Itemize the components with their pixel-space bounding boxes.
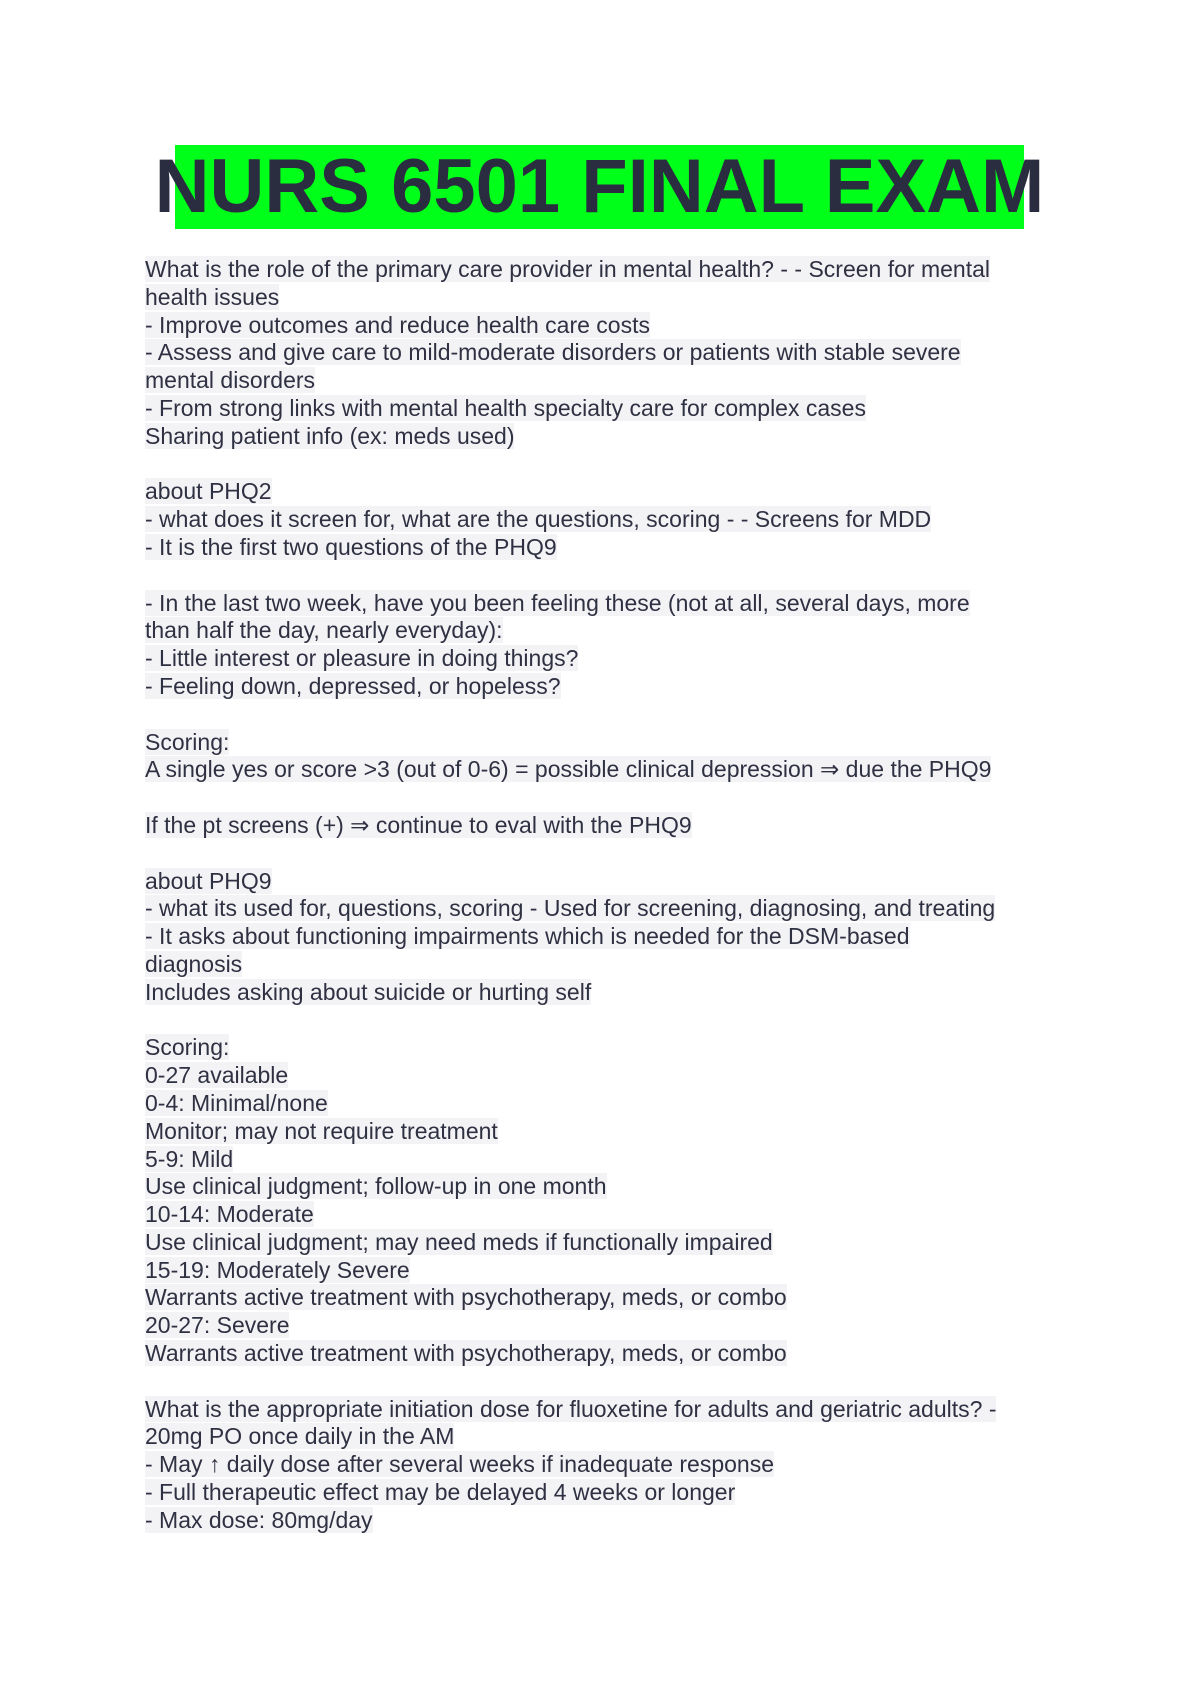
text-line-content: - what does it screen for, what are the questions, scoring - - Screens for MDD <box>145 506 932 533</box>
text-line-content: Sharing patient info (ex: meds used) <box>145 422 515 449</box>
text-line-content: 20-27: Severe <box>145 1312 290 1339</box>
text-line <box>145 1229 1045 1257</box>
text-line <box>145 729 1045 757</box>
blank-line <box>145 451 1045 479</box>
text-line <box>145 1090 1045 1118</box>
text-line-content: about PHQ9 <box>145 867 272 894</box>
text-line-content: - May ↑ daily dose after several weeks if inadequate response <box>145 1451 774 1478</box>
text-line-content: 20mg PO once daily in the AM <box>145 1423 455 1450</box>
text-line-content: 0-27 available <box>145 1062 289 1089</box>
blank-line <box>145 784 1045 812</box>
text-line <box>145 645 1045 673</box>
text-line-content: than half the day, nearly everyday): <box>145 617 503 644</box>
text-line <box>145 284 1045 312</box>
text-line-content: What is the role of the primary care provider in mental health? - - Screen for mental <box>145 256 990 282</box>
text-line-content: 15-19: Moderately Severe <box>145 1256 410 1283</box>
text-line-content: - Max dose: 80mg/day <box>145 1506 373 1533</box>
text-line <box>145 1423 1045 1451</box>
blank-line <box>145 840 1045 868</box>
text-line-content: mental disorders <box>145 367 316 394</box>
text-line <box>145 895 1045 923</box>
text-line <box>145 979 1045 1007</box>
text-line-content: - It is the first two questions of the PHQ9 <box>145 533 557 560</box>
text-line-content: Warrants active treatment with psychotherapy, meds, or combo <box>145 1284 787 1311</box>
text-line-content: If the pt screens (+) ⇒ continue to eval with the PHQ9 <box>145 811 692 838</box>
text-line <box>145 478 1045 506</box>
text-line-content: - Little interest or pleasure in doing things? <box>145 645 579 672</box>
text-line-content: - Improve outcomes and reduce health care costs <box>145 311 650 338</box>
text-line-content: 5-9: Mild <box>145 1145 234 1172</box>
text-line <box>145 506 1045 534</box>
text-line <box>145 1479 1045 1507</box>
title-banner <box>154 144 1045 229</box>
blank-line <box>145 1007 1045 1035</box>
text-line <box>145 1340 1045 1368</box>
text-line <box>145 590 1045 618</box>
text-line <box>145 868 1045 896</box>
text-line-content: diagnosis <box>145 950 243 977</box>
text-line <box>145 1118 1045 1146</box>
text-line <box>145 1062 1045 1090</box>
text-line-content: - From strong links with mental health specialty care for complex cases <box>145 394 866 421</box>
text-line <box>145 923 1045 951</box>
text-line <box>145 1507 1045 1535</box>
text-line <box>145 1146 1045 1174</box>
text-line-content: - Assess and give care to mild-moderate disorders or patients with stable severe <box>145 339 961 366</box>
text-line-content: 0-4: Minimal/none <box>145 1089 328 1116</box>
text-line-content: Use clinical judgment; follow-up in one month <box>145 1173 607 1200</box>
text-line-content: - Full therapeutic effect may be delayed 4 weeks or longer <box>145 1479 736 1506</box>
text-line <box>145 367 1045 395</box>
text-line-content: about PHQ2 <box>145 478 272 505</box>
text-line-content: - In the last two week, have you been feeling these (not at all, several days, more <box>145 589 970 616</box>
text-line <box>145 951 1045 979</box>
text-line <box>145 339 1045 367</box>
text-line-content: A single yes or score >3 (out of 0-6) = possible clinical depression ⇒ due the PHQ9 <box>145 756 992 783</box>
blank-line <box>145 1368 1045 1396</box>
text-line-content: - what its used for, questions, scoring - Used for screening, diagnosing, and treating <box>145 895 996 922</box>
text-line-content: Warrants active treatment with psychotherapy, meds, or combo <box>145 1340 787 1367</box>
text-line-content: health issues <box>145 283 280 310</box>
text-line-content: Includes asking about suicide or hurting self <box>145 978 592 1005</box>
text-line <box>145 1034 1045 1062</box>
text-line <box>145 1284 1045 1312</box>
text-line <box>145 1312 1045 1340</box>
text-line <box>145 312 1045 340</box>
text-line-content: Scoring: <box>145 728 230 755</box>
text-line <box>145 756 1045 784</box>
text-line-content: What is the appropriate initiation dose for fluoxetine for adults and geriatric adults? - <box>145 1395 997 1422</box>
text-line-content: Monitor; may not require treatment <box>145 1117 498 1144</box>
text-line-content: Scoring: <box>145 1034 230 1061</box>
text-line-content: 10-14: Moderate <box>145 1201 314 1228</box>
text-line <box>145 395 1045 423</box>
text-line <box>145 1173 1045 1201</box>
text-line <box>145 534 1045 562</box>
document-body <box>145 256 1045 1535</box>
text-line <box>145 1451 1045 1479</box>
text-line <box>145 1257 1045 1285</box>
text-line-content: - It asks about functioning impairments which is needed for the DSM-based <box>145 923 910 950</box>
text-line <box>145 673 1045 701</box>
blank-line <box>145 562 1045 590</box>
text-line <box>145 256 1045 284</box>
text-line <box>145 812 1045 840</box>
text-line-content: Use clinical judgment; may need meds if functionally impaired <box>145 1228 773 1255</box>
blank-line <box>145 701 1045 729</box>
text-line <box>145 1396 1045 1424</box>
text-line-content: - Feeling down, depressed, or hopeless? <box>145 672 561 699</box>
text-line <box>145 423 1045 451</box>
page-title: NURS 6501 FINAL EXAM <box>154 144 1045 229</box>
text-line <box>145 1201 1045 1229</box>
text-line <box>145 617 1045 645</box>
